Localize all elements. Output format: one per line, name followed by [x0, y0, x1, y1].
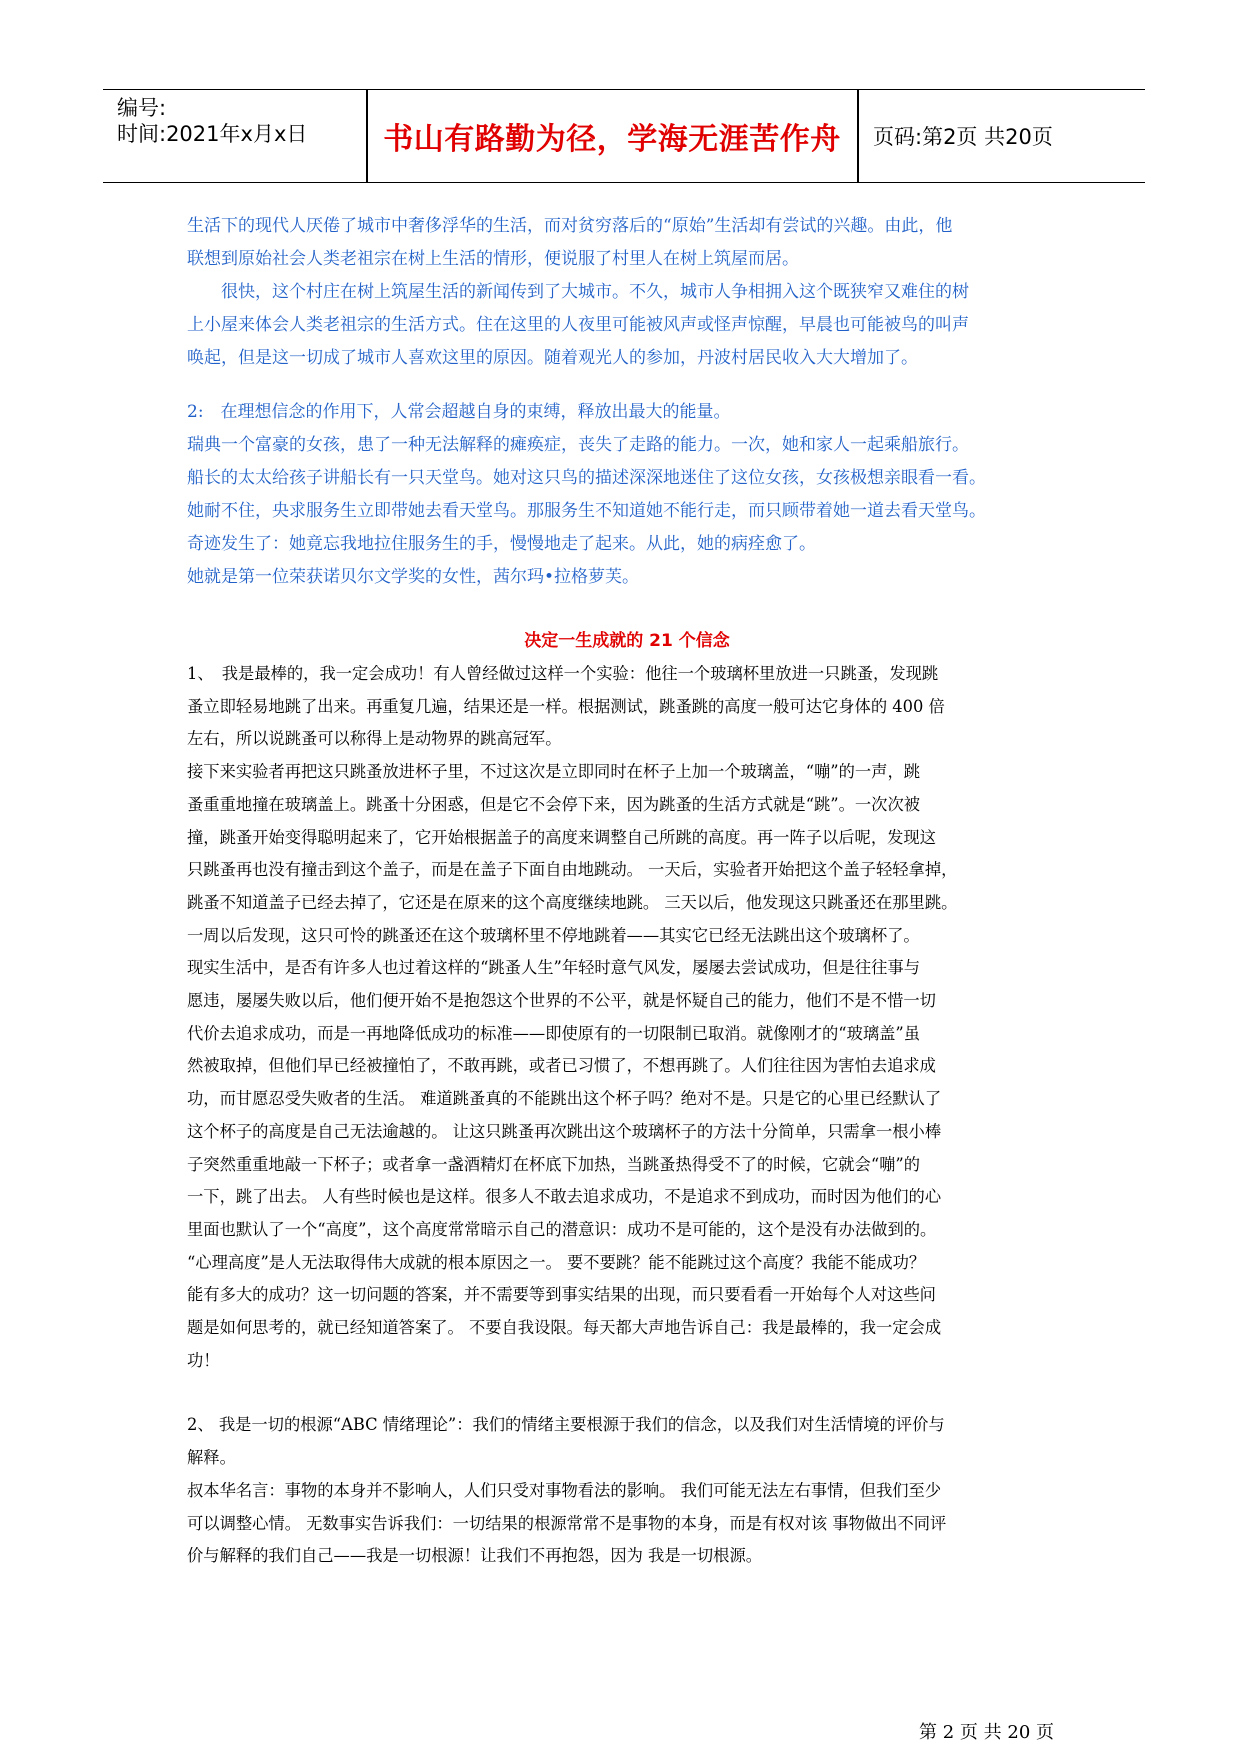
text-line: 代价去追求成功，而是一再地降低成功的标准——即使原有的一切限制已取消。就像刚才的“玻璃盖”虽	[187, 1023, 921, 1043]
time-label: 时间:2021年x月x日	[117, 122, 308, 146]
spacer	[187, 594, 1067, 624]
text-line: 子突然重重地敲一下杯子；或者拿一盏酒精灯在杯底下加热，当跳蚤热得受不了的时候，它就会“嘣”的	[187, 1154, 921, 1174]
number-label: 编号:	[117, 96, 167, 120]
text-line: 这个杯子的高度是自己无法逾越的。 让这只跳蚤再次跳出这个玻璃杯子的方法十分简单，只需拿一根小棒	[187, 1121, 942, 1141]
belief-paragraph	[187, 396, 1067, 594]
text-line: 蚤立即轻易地跳了出来。再重复几遍，结果还是一样。根据测试，跳蚤跳的高度一般可达它身体的 400 倍	[187, 696, 945, 716]
text-line: 能有多大的成功？这一切问题的答案，并不需要等到事实结果的出现，而只要看看一开始每个人对这些问	[187, 1285, 936, 1305]
spacer	[187, 1377, 1067, 1409]
text-line: “心理高度”是人无法取得伟大成就的根本原因之一。 要不要跳？能不能跳过这个高度？我能不能成功？	[187, 1252, 926, 1272]
text-line: 跳蚤不知道盖子已经去掉了，它还是在原来的这个高度继续地跳。 三天以后，他发现这只跳蚤还在那里跳。	[187, 892, 958, 912]
text-line: 叔本华名言：事物的本身并不影响人，人们只受对事物看法的影响。 我们可能无法左右事情，但我们至少	[187, 1480, 942, 1500]
text-line: 功！	[187, 1350, 220, 1370]
text-line: 里面也默认了一个“高度”，这个高度常常暗示自己的潜意识：成功不是可能的，这个是没有办法做到的。	[187, 1219, 937, 1239]
text-line: 她耐不住，央求服务生立即带她去看天堂鸟。那服务生不知道她不能行走，而只顾带着她一道去看天堂鸟。	[187, 501, 986, 521]
text-line: 左右，所以说跳蚤可以称得上是动物界的跳高冠军。	[187, 729, 562, 749]
text-line: 撞，跳蚤开始变得聪明起来了，它开始根据盖子的高度来调整自己所跳的高度。再一阵子以后呢，发现这	[187, 827, 936, 847]
text-line: 瑞典一个富豪的女孩，患了一种无法解释的瘫痪症，丧失了走路的能力。一次，她和家人一起乘船旅行。	[187, 435, 969, 455]
header-table	[103, 89, 1145, 183]
text-line: 功，而甘愿忍受失败者的生活。 难道跳蚤真的不能跳出这个杯子吗？绝对不是。只是它的心里已经默认了	[187, 1089, 942, 1109]
motto: 书山有路勤为径，学海无涯苦作舟	[383, 122, 841, 157]
header-page-cell	[859, 90, 1145, 182]
text-line: 上小屋来体会人类老祖宗的生活方式。住在这里的人夜里可能被风声或怪声惊醒，早晨也可能被鸟的叫声	[187, 315, 969, 335]
text-line: 奇迹发生了：她竟忘我地拉住服务生的手，慢慢地走了起来。从此，她的病痊愈了。	[187, 534, 816, 554]
text-line: 2: 在理想信念的作用下，人常会超越自身的束缚，释放出最大的能量。	[187, 402, 731, 422]
page-footer: 第 2 页 共 20 页	[919, 1722, 1054, 1743]
text-line: 一下，跳了出去。 人有些时候也是这样。很多人不敢去追求成功，不是追求不到成功，而时因为他们的心	[187, 1187, 942, 1207]
text-line: 愿违，屡屡失败以后，他们便开始不是抱怨这个世界的不公平，就是怀疑自己的能力，他们不是不惜一切	[187, 991, 936, 1011]
story-paragraph	[187, 210, 1067, 375]
text-line: 现实生活中，是否有许多人也过着这样的“跳蚤人生”年轻时意气风发，屡屡去尝试成功，但是往往事与	[187, 958, 921, 978]
text-line: 1、 我是最棒的，我一定会成功！有人曾经做过这样一个实验：他往一个玻璃杯里放进一只跳蚤，发现跳	[187, 664, 939, 683]
text-line: 蚤重重地撞在玻璃盖上。跳蚤十分困惑，但是它不会停下来，因为跳蚤的生活方式就是“跳”。一次次被	[187, 794, 921, 814]
header-motto-cell	[368, 90, 856, 182]
text-line: 联想到原始社会人类老祖宗在树上生活的情形，便说服了村里人在树上筑屋而居。	[187, 249, 799, 269]
text-line: 然被取掉，但他们早已经被撞怕了，不敢再跳，或者已习惯了，不想再跳了。人们往往因为害怕去追求成	[187, 1056, 936, 1076]
belief-2-paragraph	[187, 1409, 1067, 1573]
text-line: 唤起，但是这一切成了城市人喜欢这里的原因。随着观光人的参加，丹波村居民收入大大增加了。	[187, 348, 918, 368]
document-body	[187, 210, 1067, 1573]
section-title: 决定一生成就的 21 个信念	[524, 631, 730, 651]
text-line: 只跳蚤再也没有撞击到这个盖子，而是在盖子下面自由地跳动。 一天后，实验者开始把这个盖子轻轻拿掉，	[187, 860, 958, 880]
text-line: 她就是第一位荣获诺贝尔文学奖的女性，茜尔玛•拉格萝芙。	[187, 567, 640, 587]
text-line: 船长的太太给孩子讲船长有一只天堂鸟。她对这只鸟的描述深深地迷住了这位女孩，女孩极想亲眼看一看。	[187, 468, 986, 488]
text-line: 生活下的现代人厌倦了城市中奢侈浮华的生活，而对贫穷落后的“原始”生活却有尝试的兴趣。由此，他	[187, 216, 953, 236]
page-code: 页码:第2页 共20页	[873, 125, 1053, 149]
text-line: 很快，这个村庄在树上筑屋生活的新闻传到了大城市。不久，城市人争相拥入这个既狭窄又难住的树	[187, 282, 969, 302]
text-line: 价与解释的我们自己——我是一切根源！让我们不再抱怨，因为 我是一切根源。	[187, 1546, 763, 1566]
text-line: 题是如何思考的，就已经知道答案了。 不要自我设限。每天都大声地告诉自己：我是最棒的，我一定会成	[187, 1318, 942, 1338]
spacer	[187, 375, 1067, 396]
text-line: 一周以后发现，这只可怜的跳蚤还在这个玻璃杯里不停地跳着——其实它已经无法跳出这个玻璃杯了。	[187, 925, 920, 945]
belief-1-paragraph	[187, 658, 1067, 1377]
text-line: 解释。	[187, 1448, 236, 1468]
text-line: 可以调整心情。 无数事实告诉我们：一切结果的根源常常不是事物的本身，而是有权对该 事物做出不同评	[187, 1513, 947, 1533]
header-info-cell	[103, 90, 365, 182]
text-line: 2、 我是一切的根源“ABC 情绪理论”：我们的情绪主要根源于我们的信念，以及我们对生活情境的评价与	[187, 1415, 945, 1435]
text-line: 接下来实验者再把这只跳蚤放进杯子里，不过这次是立即同时在杯子上加一个玻璃盖，“嘣”的一声，跳	[187, 762, 921, 782]
